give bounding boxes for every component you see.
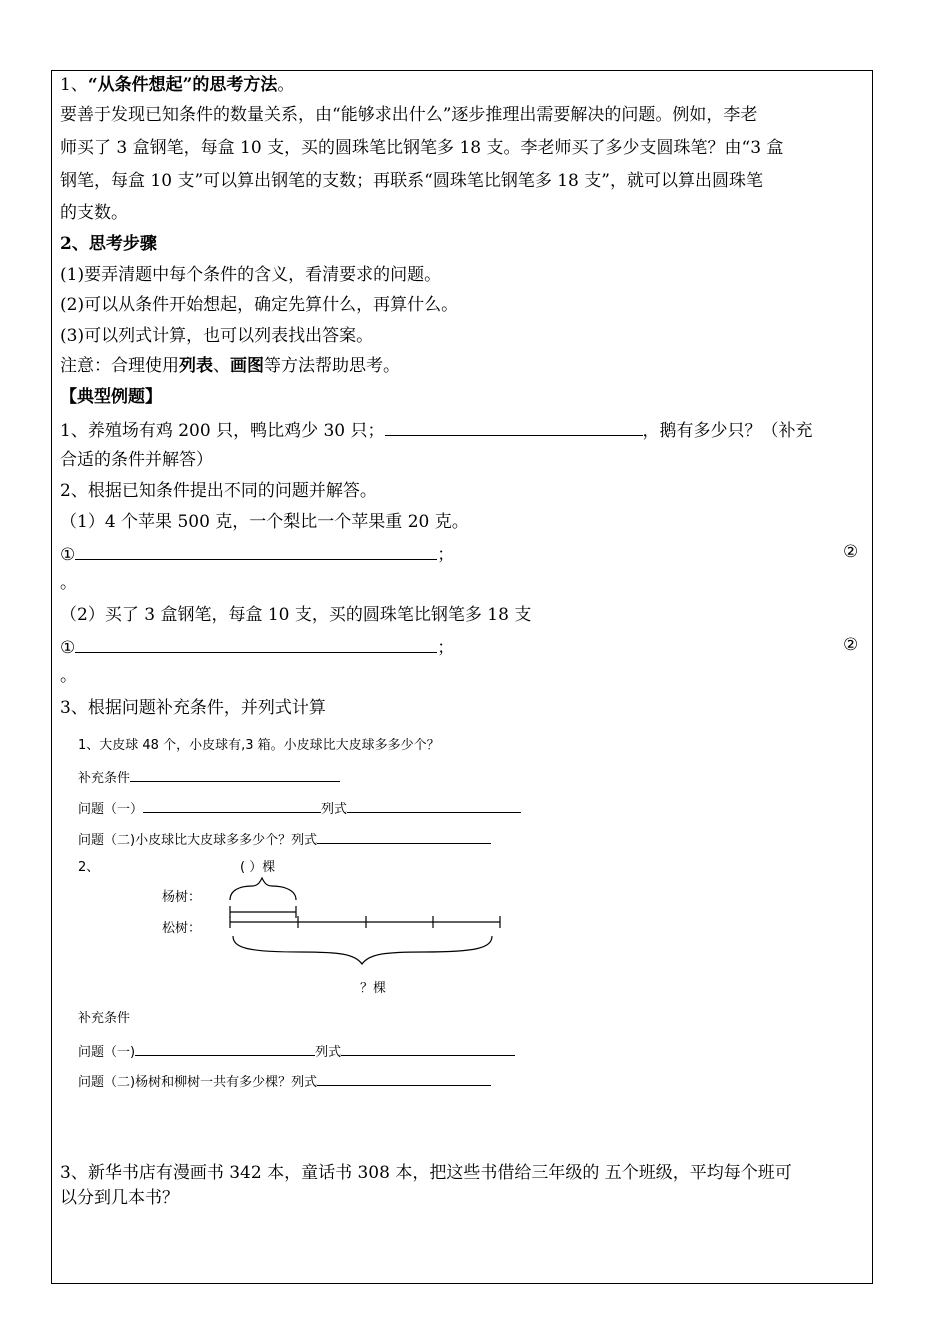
inset-question-2b: 问题（二)杨树和柳树一共有多少棵？列式: [78, 1071, 491, 1092]
examples-heading: 【典型例题】: [60, 387, 162, 407]
inset-question-1b: 问题（一) 列式: [78, 1041, 515, 1062]
note: 注意：合理使用列表、画图等方法帮助思考。: [60, 356, 400, 376]
inset-question-2: 问题（二)小皮球比大皮球多多少个？列式: [78, 829, 491, 850]
example-3: 3、根据问题补充条件，并列式计算: [60, 698, 326, 718]
inset-item-2: 2、: [78, 860, 100, 875]
bottom-brace: [233, 936, 492, 964]
answer-blank[interactable]: [341, 1041, 515, 1056]
step-2: (2)可以从条件开始想起，确定先算什么，再算什么。: [60, 295, 459, 315]
inset-supplement-2: 补充条件: [78, 1011, 131, 1026]
example-1-line2: 合适的条件并解答）: [60, 450, 213, 470]
example-2-2: （2）买了 3 盒钢笔，每盒 10 支，买的圆珠笔比钢笔多 18 支: [60, 605, 532, 625]
last-question-line1: 3、新华书店有漫画书 342 本，童话书 308 本，把这些书借给三年级的 五个班级，平均每个班可: [60, 1163, 792, 1183]
example-2-1: （1）4 个苹果 500 克，一个梨比一个苹果重 20 克。: [60, 512, 469, 532]
total-label: ？棵: [360, 981, 387, 996]
inset-supplement-1: 补充条件: [78, 767, 340, 788]
section1-paragraph-line1: 要善于发现已知条件的数量关系，由“能够求出什么”逐步推理出需要解决的问题。例如，李老: [60, 105, 758, 125]
inset-question-1: 问题（一） 列式: [78, 798, 521, 819]
section2-title: 2、思考步骤: [60, 234, 157, 254]
poplar-label: 杨树：: [162, 890, 202, 905]
example-2-2-answer1: ① ；: [60, 634, 454, 659]
section1-title: 1、“从条件想起”的思考方法。: [60, 75, 295, 95]
answer-blank[interactable]: [317, 1071, 491, 1086]
example-1-line1: 1、养殖场有鸡 200 只，鸭比鸡少 30 只； ，鹅有多少只？（补充: [60, 417, 813, 442]
period-mark: 。: [60, 666, 77, 686]
inset-item-1: 1、大皮球 48 个，小皮球有,3 箱。小皮球比大皮球多多少个？: [78, 738, 440, 753]
answer-blank[interactable]: [135, 1041, 315, 1056]
section1-paragraph-line3: 钢笔，每盒 10 支”可以算出钢笔的支数；再联系“圆珠笔比钢笔多 18 支”，就可以算出圆珠笔: [60, 171, 763, 191]
example-2-1-answer1: ① ；: [60, 541, 454, 566]
section1-paragraph-line4: 的支数。: [60, 203, 128, 223]
top-brace: [230, 878, 296, 900]
last-question-line2: 以分到几本书？: [60, 1188, 179, 1208]
period-mark: 。: [60, 573, 77, 593]
step-3: (3)可以列式计算，也可以列表找出答案。: [60, 326, 374, 346]
example-2-2-answer2-marker: ②: [843, 635, 859, 655]
example-2: 2、根据已知条件提出不同的问题并解答。: [60, 481, 377, 501]
pine-label: 松树：: [162, 921, 202, 936]
step-1: (1)要弄清题中每个条件的含义，看清要求的问题。: [60, 265, 442, 285]
paren-label: ( ）棵: [240, 860, 276, 875]
example-2-1-answer2-marker: ②: [843, 542, 859, 562]
section1-paragraph-line2: 师买了 3 盒钢笔，每盒 10 支，买的圆珠笔比钢笔多 18 支。李老师买了多少支圆珠笔？由“3 盒: [60, 138, 784, 158]
